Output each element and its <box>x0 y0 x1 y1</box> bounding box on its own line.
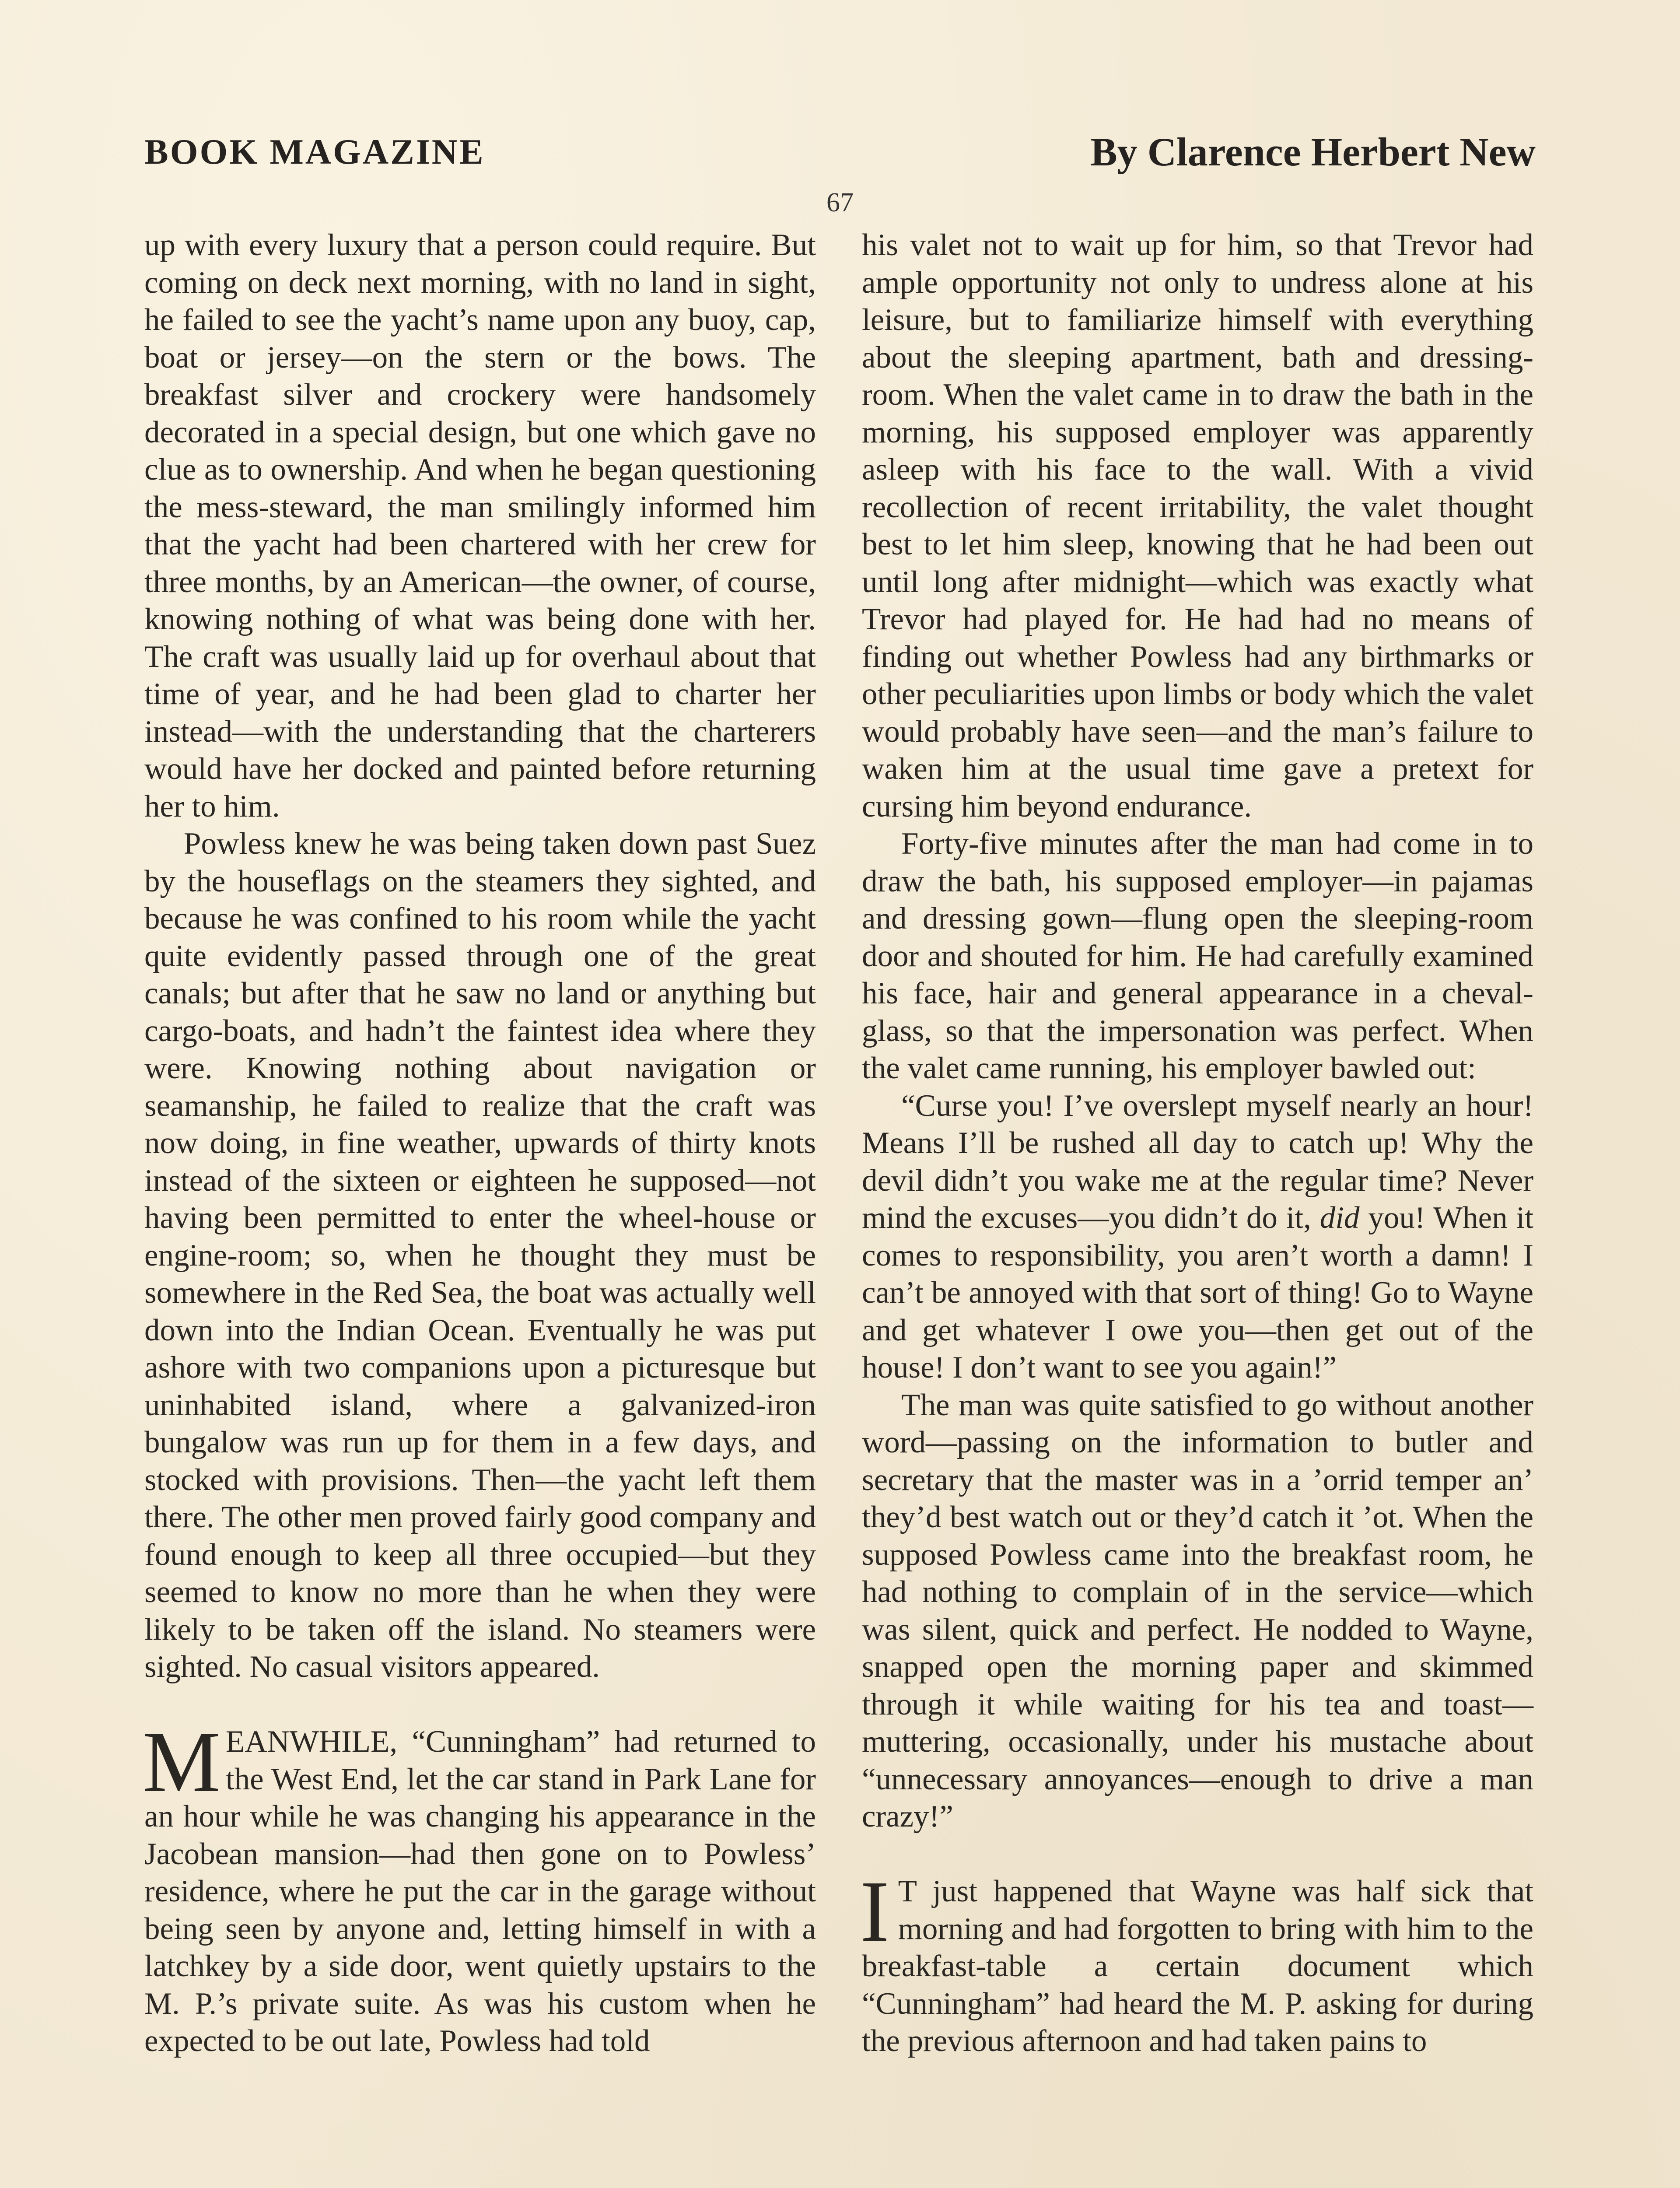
paragraph: Forty-five minutes after the man had come in to draw the bath, his supposed employer—in pajamas and dressing gown—flung open the sleeping-room door and shouted for him. He had carefully examined his face, hair and general appearance in a cheval-glass, so that the impersonation was perfect. When the valet came running, his employer bawled out: <box>862 827 1533 1085</box>
paragraph-text: EANWHILE, “Cunningham” had returned to the West End, let the car stand in Park Lane for an hour while he was changing his appearance in the Jacobean mansion—had then gone on to Powless’ residence, where he put the car in the garage without being seen by anyone and, letting himself in with a latchkey by a side door, went quietly upstairs to the M. P.’s private suite. As was his custom when he expected to be out late, Powless had told <box>144 1725 816 2058</box>
paragraph: his valet not to wait up for him, so that Trevor had ample opportunity not only to undress alone at his leisure, but to familiarize himself with everything about the sleeping apartment, bath and dressing-room. When the valet came in to draw the bath in the morning, his supposed employer was apparently asleep with his face to the wall. With a vivid recollection of recent irritability, the valet thought best to let him sleep, knowing that he had been out until long after midnight—which was exactly what Trevor had played for. He had had no means of finding out whether Powless had any birthmarks or other peculiarities upon limbs or body which the valet would probably have seen—and the man’s failure to waken him at the usual time gave a pretext for cursing him beyond endurance. <box>862 228 1533 824</box>
paragraph-with-dropcap <box>143 1714 816 2060</box>
emphasis: did <box>1320 1201 1360 1235</box>
right-column <box>862 227 1533 2060</box>
dialogue-text: you! When it comes to responsibility, you aren’t worth a damn! I can’t be annoyed with that sort of thing! Go to Wayne and get whatever I owe you—then get out of the house! I don’t want to see you again!” <box>862 1201 1533 1385</box>
page-number: 67 <box>826 188 854 217</box>
dialogue-text: “Curse you! I’ve overslept myself nearly an hour! Means I’ll be rushed all day to catch up! Why the devil didn’t you wake me at the regular time? Never mind the excuses—you didn’t do it, <box>862 1088 1533 1235</box>
drop-cap: I <box>860 1863 889 1960</box>
section-break <box>144 1686 816 1724</box>
magazine-title: BOOK MAGAZINE <box>144 132 485 172</box>
paragraph-text: T just happened that Wayne was half sick that morning and had forgotten to bring with him to the breakfast-table a certain document which “Cunningham” had heard the M. P. asking for during the previous afternoon and had taken pains to <box>862 1874 1533 2058</box>
section-break <box>862 1836 1533 1873</box>
left-column <box>144 227 816 2060</box>
paragraph-with-dropcap <box>860 1863 1533 2060</box>
running-header <box>144 131 1536 179</box>
author-byline: By Clarence Herbert New <box>1090 130 1536 174</box>
paragraph: The man was quite satisfied to go without another word—passing on the information to butler and secretary that the master was in a ’orrid temper an’ they’d best watch out or they’d catch it ’ot. When the supposed Powless came into the breakfast room, he had nothing to complain of in the service—which was silent, quick and perfect. He nodded to Wayne, snapped open the morning paper and skimmed through it while waiting for his tea and toast—muttering, occasionally, under his mustache about “unnecessary annoyances—enough to drive a man crazy!” <box>862 1388 1533 1834</box>
drop-cap: M <box>143 1714 220 1810</box>
paragraph: up with every luxury that a person could require. But coming on deck next morning, with no land in sight, he failed to see the yacht’s name upon any buoy, cap, boat or jersey—on the stern or the bows. The breakfast silver and crockery were handsomely decorated in a special design, but one which gave no clue as to ownership. And when he began questioning the mess-steward, the man smilingly informed him that the yacht had been chartered with her crew for three months, by an American—the owner, of course, knowing nothing of what was being done with her. The craft was usually laid up for overhaul about that time of year, and he had been glad to charter her instead—with the understanding that the charterers would have her docked and painted before returning her to him. <box>144 228 816 824</box>
paragraph: Powless knew he was being taken down past Suez by the houseflags on the steamers they sighted, and because he was confined to his room while the yacht quite evidently passed through one of the great canals; but after that he saw no land or anything but cargo-boats, and hadn’t the faintest idea where they were. Knowing nothing about navigation or seamanship, he failed to realize that the craft was now doing, in fine weather, upwards of thirty knots instead of the sixteen or eighteen he supposed—not having been permitted to enter the wheel-house or engine-room; so, when he thought they must be somewhere in the Red Sea, the boat was actually well down into the Indian Ocean. Eventually he was put ashore with two companions upon a picturesque but uninhabited island, where a galvanized-iron bungalow was run up for them in a few days, and stocked with provisions. Then—the yacht left them there. The other men proved fairly good company and found enough to keep all three occupied—but they seemed to know no more than he when they were likely to be taken off the island. No steamers were sighted. No casual visitors appeared. <box>144 827 816 1684</box>
dialogue-paragraph <box>862 1087 1533 1387</box>
